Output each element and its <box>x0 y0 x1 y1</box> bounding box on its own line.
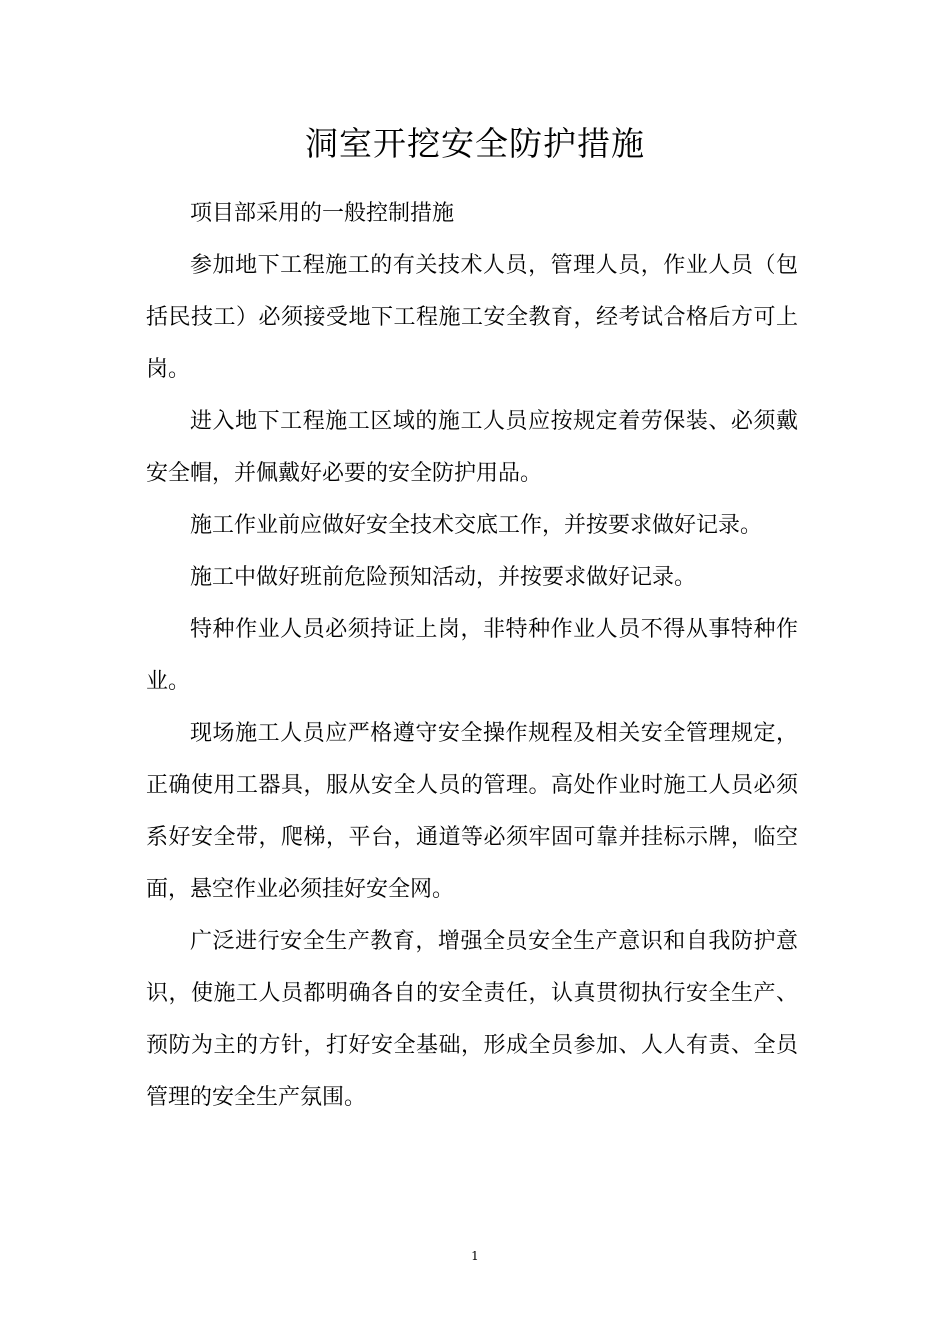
paragraph-general-control-measures: 项目部采用的一般控制措施 <box>190 201 455 226</box>
paragraph-safety-education: 参加地下工程施工的有关技术人员，管理人员，作业人员（包括民技工）必须接受地下工程施工安全教育，经考试合格后方可上岗。 <box>146 253 798 382</box>
paragraph-technical-briefing: 施工作业前应做好安全技术交底工作，并按要求做好记录。 <box>190 513 763 538</box>
paragraph-operating-procedures: 现场施工人员应严格遵守安全操作规程及相关安全管理规定，正确使用工器具，服从安全人员的管理。高处作业时施工人员必须系好安全带，爬梯，平台，通道等必须牢固可靠并挂标示牌，临空面，悬空作业必须挂好安全网。 <box>146 721 798 902</box>
document-title: 洞室开挖安全防护措施 <box>305 124 645 163</box>
paragraph-protective-equipment: 进入地下工程施工区域的施工人员应按规定着劳保装、必须戴安全帽，并佩戴好必要的安全防护用品。 <box>146 409 798 486</box>
paragraph-hazard-prediction: 施工中做好班前危险预知活动，并按要求做好记录。 <box>190 565 697 590</box>
page-number: 1 <box>471 1249 479 1263</box>
document-body <box>146 188 798 1124</box>
paragraph-safety-awareness: 广泛进行安全生产教育，增强全员安全生产意识和自我防护意识，使施工人员都明确各自的安全责任，认真贯彻执行安全生产、预防为主的方针，打好安全基础，形成全员参加、人人有责、全员管理的安全生产氛围。 <box>146 929 798 1110</box>
paragraph-certified-operators: 特种作业人员必须持证上岗，非特种作业人员不得从事特种作业。 <box>146 617 798 694</box>
